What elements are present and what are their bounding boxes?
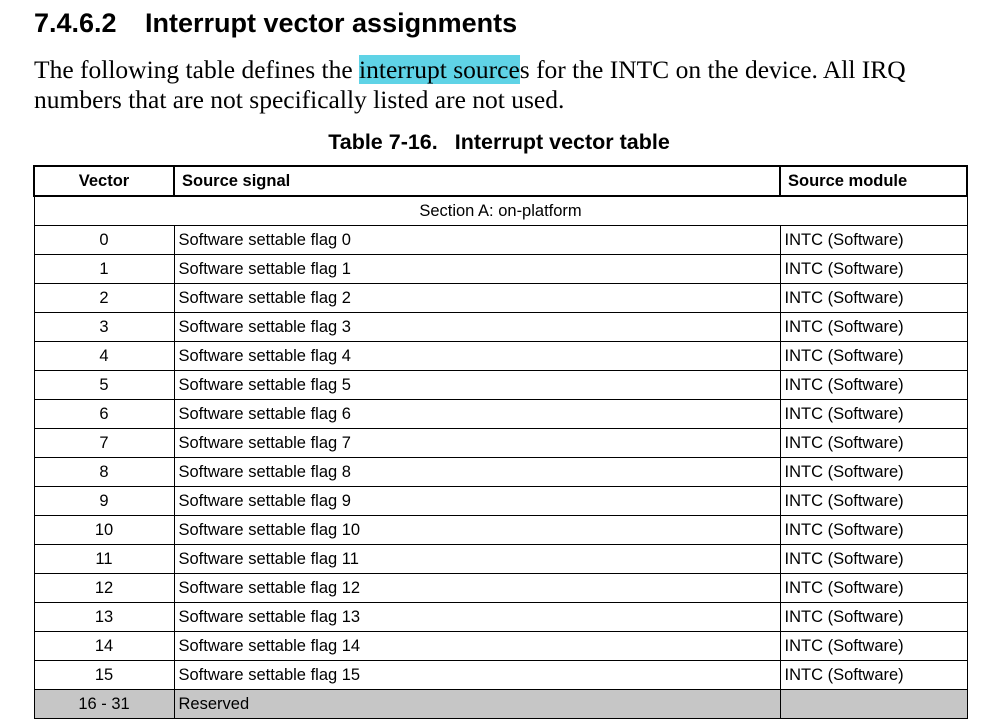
- interrupt-vector-table: [33, 165, 968, 719]
- source-module-cell: INTC (Software): [780, 516, 967, 545]
- source-module-cell: INTC (Software): [780, 458, 967, 487]
- vector-cell: 0: [34, 226, 174, 255]
- source-signal-cell: Software settable flag 0: [174, 226, 780, 255]
- table-body: [34, 196, 967, 719]
- table-header-row: [34, 166, 967, 196]
- vector-cell: 9: [34, 487, 174, 516]
- vector-cell: 2: [34, 284, 174, 313]
- section-row: [34, 196, 967, 226]
- vector-cell: 4: [34, 342, 174, 371]
- vector-cell: 5: [34, 371, 174, 400]
- section-number: 7.4.6.2: [34, 8, 117, 38]
- vector-cell: 7: [34, 429, 174, 458]
- vector-cell: 16 - 31: [34, 690, 174, 719]
- table-row: [34, 429, 967, 458]
- section-heading: [34, 5, 517, 41]
- section-label: Section A: on-platform: [34, 196, 967, 226]
- vector-cell: 15: [34, 661, 174, 690]
- reserved-row: [34, 690, 967, 719]
- vector-cell: 1: [34, 255, 174, 284]
- vector-cell: 6: [34, 400, 174, 429]
- source-signal-cell: Software settable flag 8: [174, 458, 780, 487]
- table-row: [34, 603, 967, 632]
- source-signal-cell: Software settable flag 7: [174, 429, 780, 458]
- table-row: [34, 313, 967, 342]
- header-source-signal: Source signal: [174, 166, 780, 196]
- source-module-cell: INTC (Software): [780, 284, 967, 313]
- paragraph-text-after: s for the INTC on the device. All IRQ numbers that are not specifically listed are not used.: [34, 55, 906, 114]
- source-module-cell: INTC (Software): [780, 632, 967, 661]
- vector-cell: 14: [34, 632, 174, 661]
- table-row: [34, 458, 967, 487]
- header-vector: Vector: [34, 166, 174, 196]
- source-signal-cell: Software settable flag 15: [174, 661, 780, 690]
- table-row: [34, 226, 967, 255]
- source-signal-cell: Software settable flag 9: [174, 487, 780, 516]
- source-signal-cell: Software settable flag 3: [174, 313, 780, 342]
- table-row: [34, 661, 967, 690]
- table-row: [34, 632, 967, 661]
- source-module-cell: INTC (Software): [780, 371, 967, 400]
- source-module-cell: INTC (Software): [780, 342, 967, 371]
- section-title: Interrupt vector assignments: [145, 8, 518, 38]
- table-caption-title: Interrupt vector table: [454, 130, 670, 154]
- source-module-cell: INTC (Software): [780, 487, 967, 516]
- table-caption-number: Table 7-16.: [328, 130, 438, 154]
- vector-cell: 11: [34, 545, 174, 574]
- vector-cell: 10: [34, 516, 174, 545]
- source-module-cell: INTC (Software): [780, 255, 967, 284]
- source-signal-cell: Reserved: [174, 690, 780, 719]
- search-highlight: interrupt source: [359, 55, 520, 84]
- table-row: [34, 574, 967, 603]
- source-module-cell: [780, 690, 967, 719]
- source-module-cell: INTC (Software): [780, 226, 967, 255]
- source-module-cell: INTC (Software): [780, 574, 967, 603]
- source-signal-cell: Software settable flag 5: [174, 371, 780, 400]
- source-module-cell: INTC (Software): [780, 429, 967, 458]
- source-module-cell: INTC (Software): [780, 545, 967, 574]
- source-signal-cell: Software settable flag 11: [174, 545, 780, 574]
- vector-cell: 8: [34, 458, 174, 487]
- source-signal-cell: Software settable flag 10: [174, 516, 780, 545]
- table-row: [34, 516, 967, 545]
- source-signal-cell: Software settable flag 12: [174, 574, 780, 603]
- vector-cell: 3: [34, 313, 174, 342]
- table-row: [34, 400, 967, 429]
- table-row: [34, 371, 967, 400]
- source-signal-cell: Software settable flag 13: [174, 603, 780, 632]
- source-signal-cell: Software settable flag 2: [174, 284, 780, 313]
- source-signal-cell: Software settable flag 6: [174, 400, 780, 429]
- source-signal-cell: Software settable flag 4: [174, 342, 780, 371]
- source-module-cell: INTC (Software): [780, 603, 967, 632]
- vector-cell: 13: [34, 603, 174, 632]
- source-signal-cell: Software settable flag 1: [174, 255, 780, 284]
- header-source-module: Source module: [780, 166, 967, 196]
- table-row: [34, 284, 967, 313]
- intro-paragraph: [34, 55, 974, 115]
- source-module-cell: INTC (Software): [780, 400, 967, 429]
- vector-cell: 12: [34, 574, 174, 603]
- source-module-cell: INTC (Software): [780, 313, 967, 342]
- source-module-cell: INTC (Software): [780, 661, 967, 690]
- table-row: [34, 342, 967, 371]
- source-signal-cell: Software settable flag 14: [174, 632, 780, 661]
- table-row: [34, 545, 967, 574]
- table-row: [34, 255, 967, 284]
- table-caption: [0, 128, 998, 156]
- table-row: [34, 487, 967, 516]
- paragraph-text-before: The following table defines the: [34, 55, 360, 84]
